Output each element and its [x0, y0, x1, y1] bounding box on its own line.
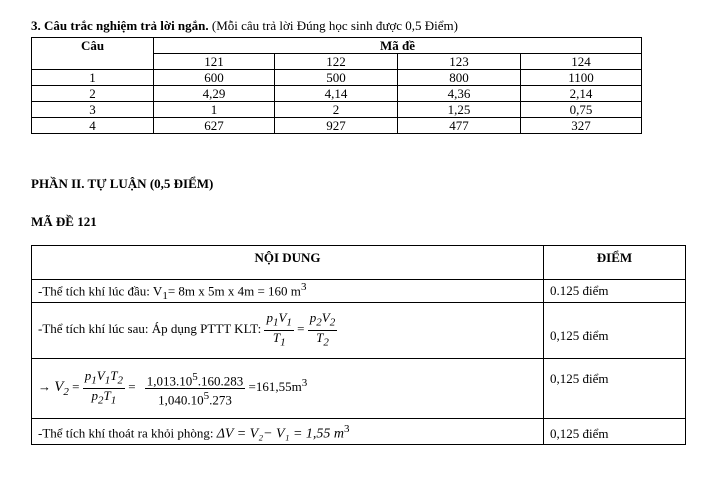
calc-num-rest: .160.283 — [197, 373, 244, 388]
answer-cell: 4,14 — [275, 86, 398, 102]
result: =161,55m — [248, 379, 302, 395]
table-row — [32, 70, 642, 86]
answer-cell: 500 — [275, 70, 398, 86]
arrow-icon: → — [38, 379, 51, 395]
part2-title: PHẦN II. TỰ LUẬN (0,5 ĐIỂM) — [31, 176, 214, 191]
score-cell: 0,125 điểm — [544, 359, 686, 419]
row1-text: -Thể tích khí lúc đầu: V — [38, 282, 163, 298]
fraction-calc — [145, 370, 246, 408]
question-number: 4 — [32, 118, 154, 134]
col-header-question: Câu — [32, 38, 154, 70]
row1-sup: 3 — [300, 280, 307, 293]
code-header: 121 — [154, 54, 275, 70]
answer-cell: 1100 — [521, 70, 642, 86]
row1-rest: = 8m x 5m x 4m = 160 m — [167, 282, 301, 298]
question-number: 1 — [32, 70, 154, 86]
answer-table — [31, 37, 642, 134]
content-cell: -Thể tích khí lúc sau: Áp dụng PTTT KLT: $\frac{p_1V_1}{T_1}$ = $\frac{p_2V_2}{T_2}$ — [32, 303, 544, 359]
calc-den-exp: 5 — [203, 390, 210, 402]
content-cell: → $V_2$ = $\frac{p_1V_1T_2}{p_2T_1}$ = $\frac{1,013.10^5.160.283}{1,040.10^5.273}$ $=161,55m^3$ — [32, 359, 544, 419]
section3-heading — [31, 18, 458, 34]
table-row — [32, 280, 686, 303]
answer-cell: 600 — [154, 70, 275, 86]
row4-formula: ΔV = V₂− V₁ = 1,55 m — [216, 426, 345, 441]
calc-num-exp: 5 — [192, 370, 198, 383]
content-cell — [32, 419, 544, 445]
col-header-score: ĐIỂM — [544, 246, 686, 280]
table-row — [32, 86, 642, 102]
code-header: 124 — [521, 54, 642, 70]
solution-table — [31, 245, 686, 445]
question-number: 2 — [32, 86, 154, 102]
answer-cell: 2,14 — [521, 86, 642, 102]
row1-sub: 1 — [162, 289, 168, 302]
answer-cell: 0,75 — [521, 102, 642, 118]
answer-cell: 1,25 — [398, 102, 521, 118]
table-row — [32, 419, 686, 445]
score-cell: 0.125 điểm — [544, 280, 686, 303]
v2-symbol: $V_2$ — [54, 379, 69, 399]
table-row — [32, 102, 642, 118]
answer-cell: 927 — [275, 118, 398, 134]
table-row — [32, 359, 686, 419]
answer-cell: 477 — [398, 118, 521, 134]
calc-den: 1,040.10 — [158, 392, 204, 408]
answer-cell: 627 — [154, 118, 275, 134]
fraction-p2v2-t2: $\frac{p_2V_2}{T_2}$ — [309, 310, 336, 349]
question-number: 3 — [32, 102, 154, 118]
code-title: MÃ ĐỀ 121 — [31, 214, 97, 229]
answer-cell: 1 — [154, 102, 275, 118]
calc-num: 1,013.10 — [146, 373, 193, 388]
answer-cell: 4,36 — [398, 86, 521, 102]
fraction-p1v1-t1: $\frac{p_1V_1}{T_1}$ — [266, 310, 292, 349]
code-header: 123 — [398, 54, 521, 70]
table-row — [32, 303, 686, 359]
code-header: 122 — [275, 54, 398, 70]
section3-title: 3. Câu trắc nghiệm trả lời ngắn. — [31, 18, 209, 33]
score-cell: 0,125 điểm — [544, 303, 686, 359]
calc-den-rest: .273 — [209, 392, 232, 408]
content-cell — [32, 280, 544, 303]
table-row — [32, 118, 642, 134]
answer-cell: 800 — [398, 70, 521, 86]
row2-text: -Thể tích khí lúc sau: Áp dụng PTTT KLT: — [38, 321, 262, 337]
score-cell: 0,125 điểm — [544, 419, 686, 445]
fraction-p1v1t2: $\frac{p_1V_1T_2}{p_2T_1}$ — [84, 368, 123, 407]
col-header-code: Mã đề — [154, 38, 642, 54]
row4-text: -Thể tích khí thoát ra khỏi phòng: — [38, 425, 214, 440]
row4-formula-exp: 3 — [344, 422, 350, 435]
answer-cell: 2 — [275, 102, 398, 118]
answer-cell: 4,29 — [154, 86, 275, 102]
col-header-content: NỘI DUNG — [32, 246, 544, 280]
result-exp: 3 — [301, 377, 308, 390]
section3-note: (Mỗi câu trả lời Đúng học sinh được 0,5 Điểm) — [211, 18, 458, 33]
answer-cell: 327 — [521, 118, 642, 134]
